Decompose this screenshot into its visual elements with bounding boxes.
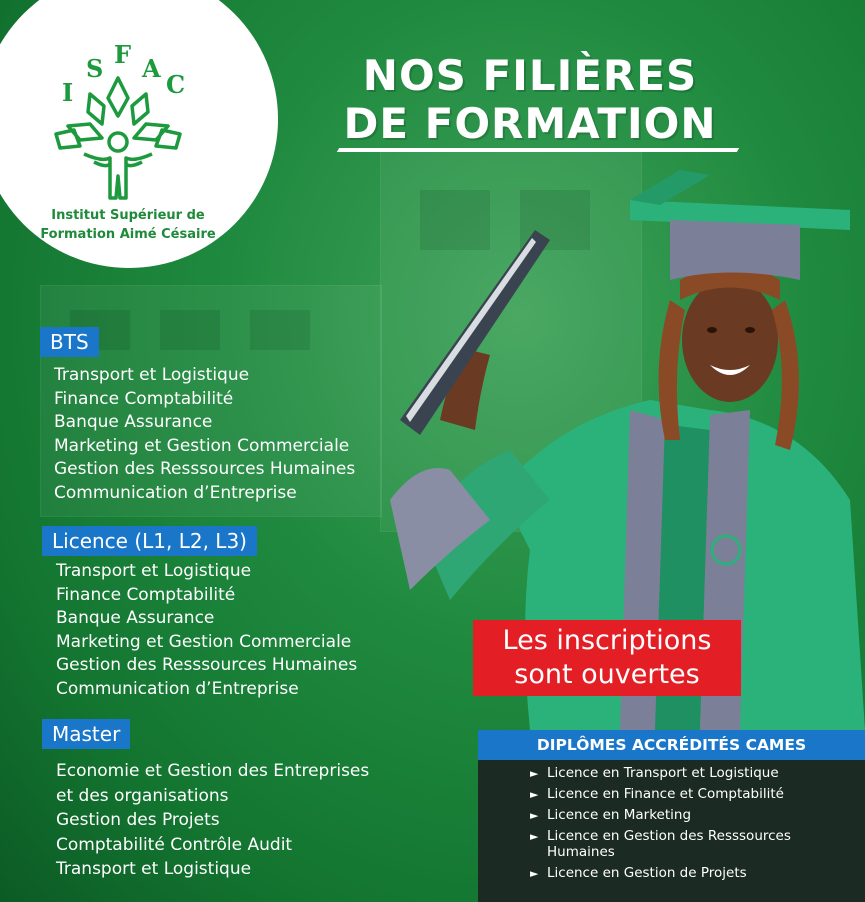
registration-line: Les inscriptions [502, 625, 712, 656]
section-tag-master: Master [42, 719, 130, 749]
section-tag-licence: Licence (L1, L2, L3) [42, 526, 257, 556]
list-item: Transport et Logistique [56, 859, 252, 879]
accredited-diplomas-title: DIPLÔMES ACCRÉDITÉS CAMES [478, 730, 865, 760]
list-item: Economie et Gestion des Entreprises [56, 761, 370, 781]
bullet-arrow-icon: ► [530, 830, 539, 843]
logo-letter: C [166, 70, 186, 99]
list-item: Communication d’Entreprise [56, 678, 299, 699]
list-item [530, 787, 860, 803]
logo-letter: I [62, 78, 74, 107]
logo-caption-line: Formation Aimé Césaire [40, 227, 216, 242]
list-item: Marketing et Gestion Commerciale [54, 435, 350, 456]
background-window [160, 310, 220, 350]
bts-course-list [54, 364, 355, 506]
list-item [530, 829, 860, 860]
list-item: Finance Comptabilité [54, 388, 234, 409]
page-title-line: DE FORMATION [343, 99, 717, 148]
bullet-arrow-icon: ► [530, 767, 539, 780]
logo-letter: F [114, 40, 132, 69]
list-item: Transport et Logistique [56, 561, 252, 581]
background-window [250, 310, 310, 350]
licence-course-list [56, 560, 357, 702]
list-item: Communication d’Entreprise [54, 482, 297, 503]
diploma-label: Licence en Gestion des Resssources Humaines [547, 828, 791, 860]
list-item: Gestion des Resssources Humaines [54, 459, 356, 480]
list-item: Gestion des Resssources Humaines [56, 655, 358, 676]
logo-caption [28, 206, 228, 244]
bullet-arrow-icon: ► [530, 866, 539, 880]
page-title-line: NOS FILIÈRES [362, 51, 698, 100]
master-course-list [56, 759, 369, 882]
list-item: Gestion des Projets [56, 810, 220, 830]
registration-open-banner [473, 620, 741, 696]
bullet-arrow-icon: ► [530, 809, 539, 822]
tree-logo-icon [50, 58, 190, 208]
list-item [530, 808, 860, 824]
list-item: Marketing et Gestion Commerciale [56, 631, 352, 652]
diploma-label: Licence en Gestion de Projets [547, 864, 747, 881]
bullet-arrow-icon: ► [530, 788, 539, 801]
list-item: Comptabilité Contrôle Audit [56, 834, 293, 855]
logo-letter: S [86, 54, 104, 83]
list-item [530, 866, 860, 882]
page-title [300, 52, 760, 148]
list-item: Finance Comptabilité [56, 584, 236, 605]
logo-caption-line: Institut Supérieur de [51, 208, 205, 223]
accredited-diplomas-list [530, 766, 860, 887]
accredited-diplomas-panel [478, 730, 865, 902]
title-underline [337, 148, 739, 152]
list-item: Banque Assurance [56, 608, 215, 629]
list-item: Transport et Logistique [54, 365, 250, 385]
logo-letter: A [142, 54, 161, 83]
registration-line: sont ouvertes [514, 659, 700, 690]
diploma-label: Licence en Transport et Logistique [547, 765, 779, 781]
list-item: Banque Assurance [54, 412, 213, 433]
list-item [530, 766, 860, 782]
section-tag-bts: BTS [40, 327, 99, 357]
list-item: et des organisations [56, 785, 229, 806]
diploma-label: Licence en Marketing [547, 807, 692, 823]
diploma-label: Licence en Finance et Comptabilité [547, 786, 784, 802]
